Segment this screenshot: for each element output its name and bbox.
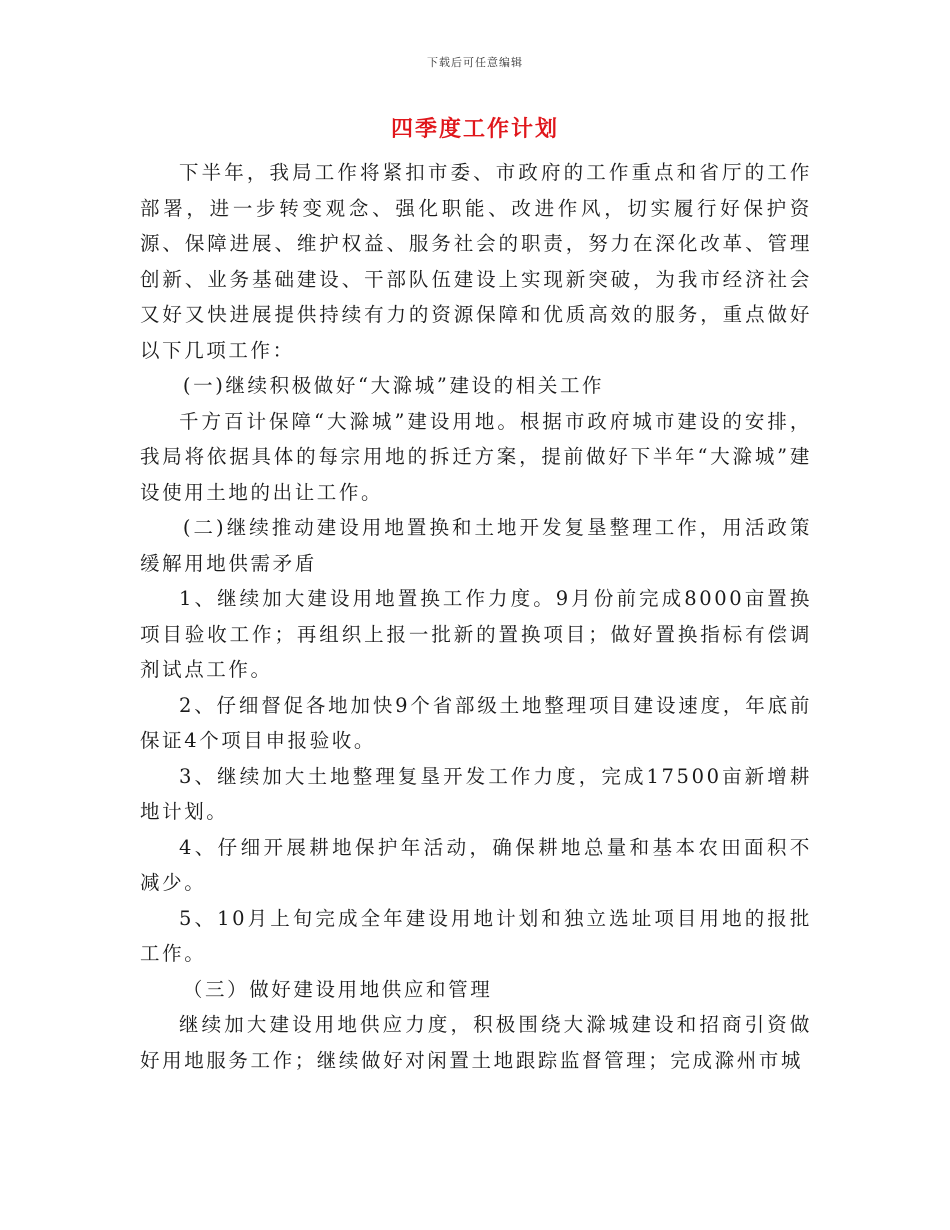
list-item-5: 5、10月上旬完成全年建设用地计划和独立选址项目用地的报批工作。 (140, 906, 812, 965)
list-item-2: 2、仔细督促各地加快9个省部级土地整理项目建设速度，年底前保证4个项目申报验收。 (140, 693, 812, 752)
section-heading-3: （三）做好建设用地供应和管理 (182, 977, 493, 1001)
list-item-4: 4、仔细开展耕地保护年活动，确保耕地总量和基本农田面积不减少。 (140, 835, 812, 894)
body-paragraph: 千方百计保障“大滁城”建设用地。根据市政府城市建设的安排，我局将依据具体的每宗用地的拆迁方案，提前做好下半年“大滁城”建设使用土地的出让工作。 (140, 409, 812, 504)
document-title: 四季度工作计划 (390, 116, 559, 142)
page-header: 下载后可任意编辑 (427, 56, 523, 69)
section-heading-1: (一)继续积极做好“大滁城”建设的相关工作 (182, 374, 605, 397)
list-item-3: 3、继续加大土地整理复垦开发工作力度，完成17500亩新增耕地计划。 (140, 764, 812, 823)
list-item-1: 1、继续加大建设用地置换工作力度。9月份前完成8000亩置换项目验收工作；再组织上报一批新的置换项目；做好置换指标有偿调剂试点工作。 (140, 587, 812, 681)
document-body (140, 155, 812, 1078)
intro-paragraph: 下半年，我局工作将紧扣市委、市政府的工作重点和省厅的工作部署，进一步转变观念、强化职能、改进作风，切实履行好保护资源、保障进展、维护权益、服务社会的职责，努力在深化改革、管理创新、业务基础建设、干部队伍建设上实现新突破，为我市经济社会又好又快进展提供持续有力的资源保障和优质高效的服务，重点做好以下几项工作： (140, 161, 812, 362)
section-heading-2: (二)继续推动建设用地置换和土地开发复垦整理工作，用活政策缓解用地供需矛盾 (140, 516, 812, 575)
body-paragraph: 继续加大建设用地供应力度，积极围绕大滁城建设和招商引资做好用地服务工作；继续做好对闲置土地跟踪监督管理；完成滁州市城 (140, 1013, 812, 1072)
